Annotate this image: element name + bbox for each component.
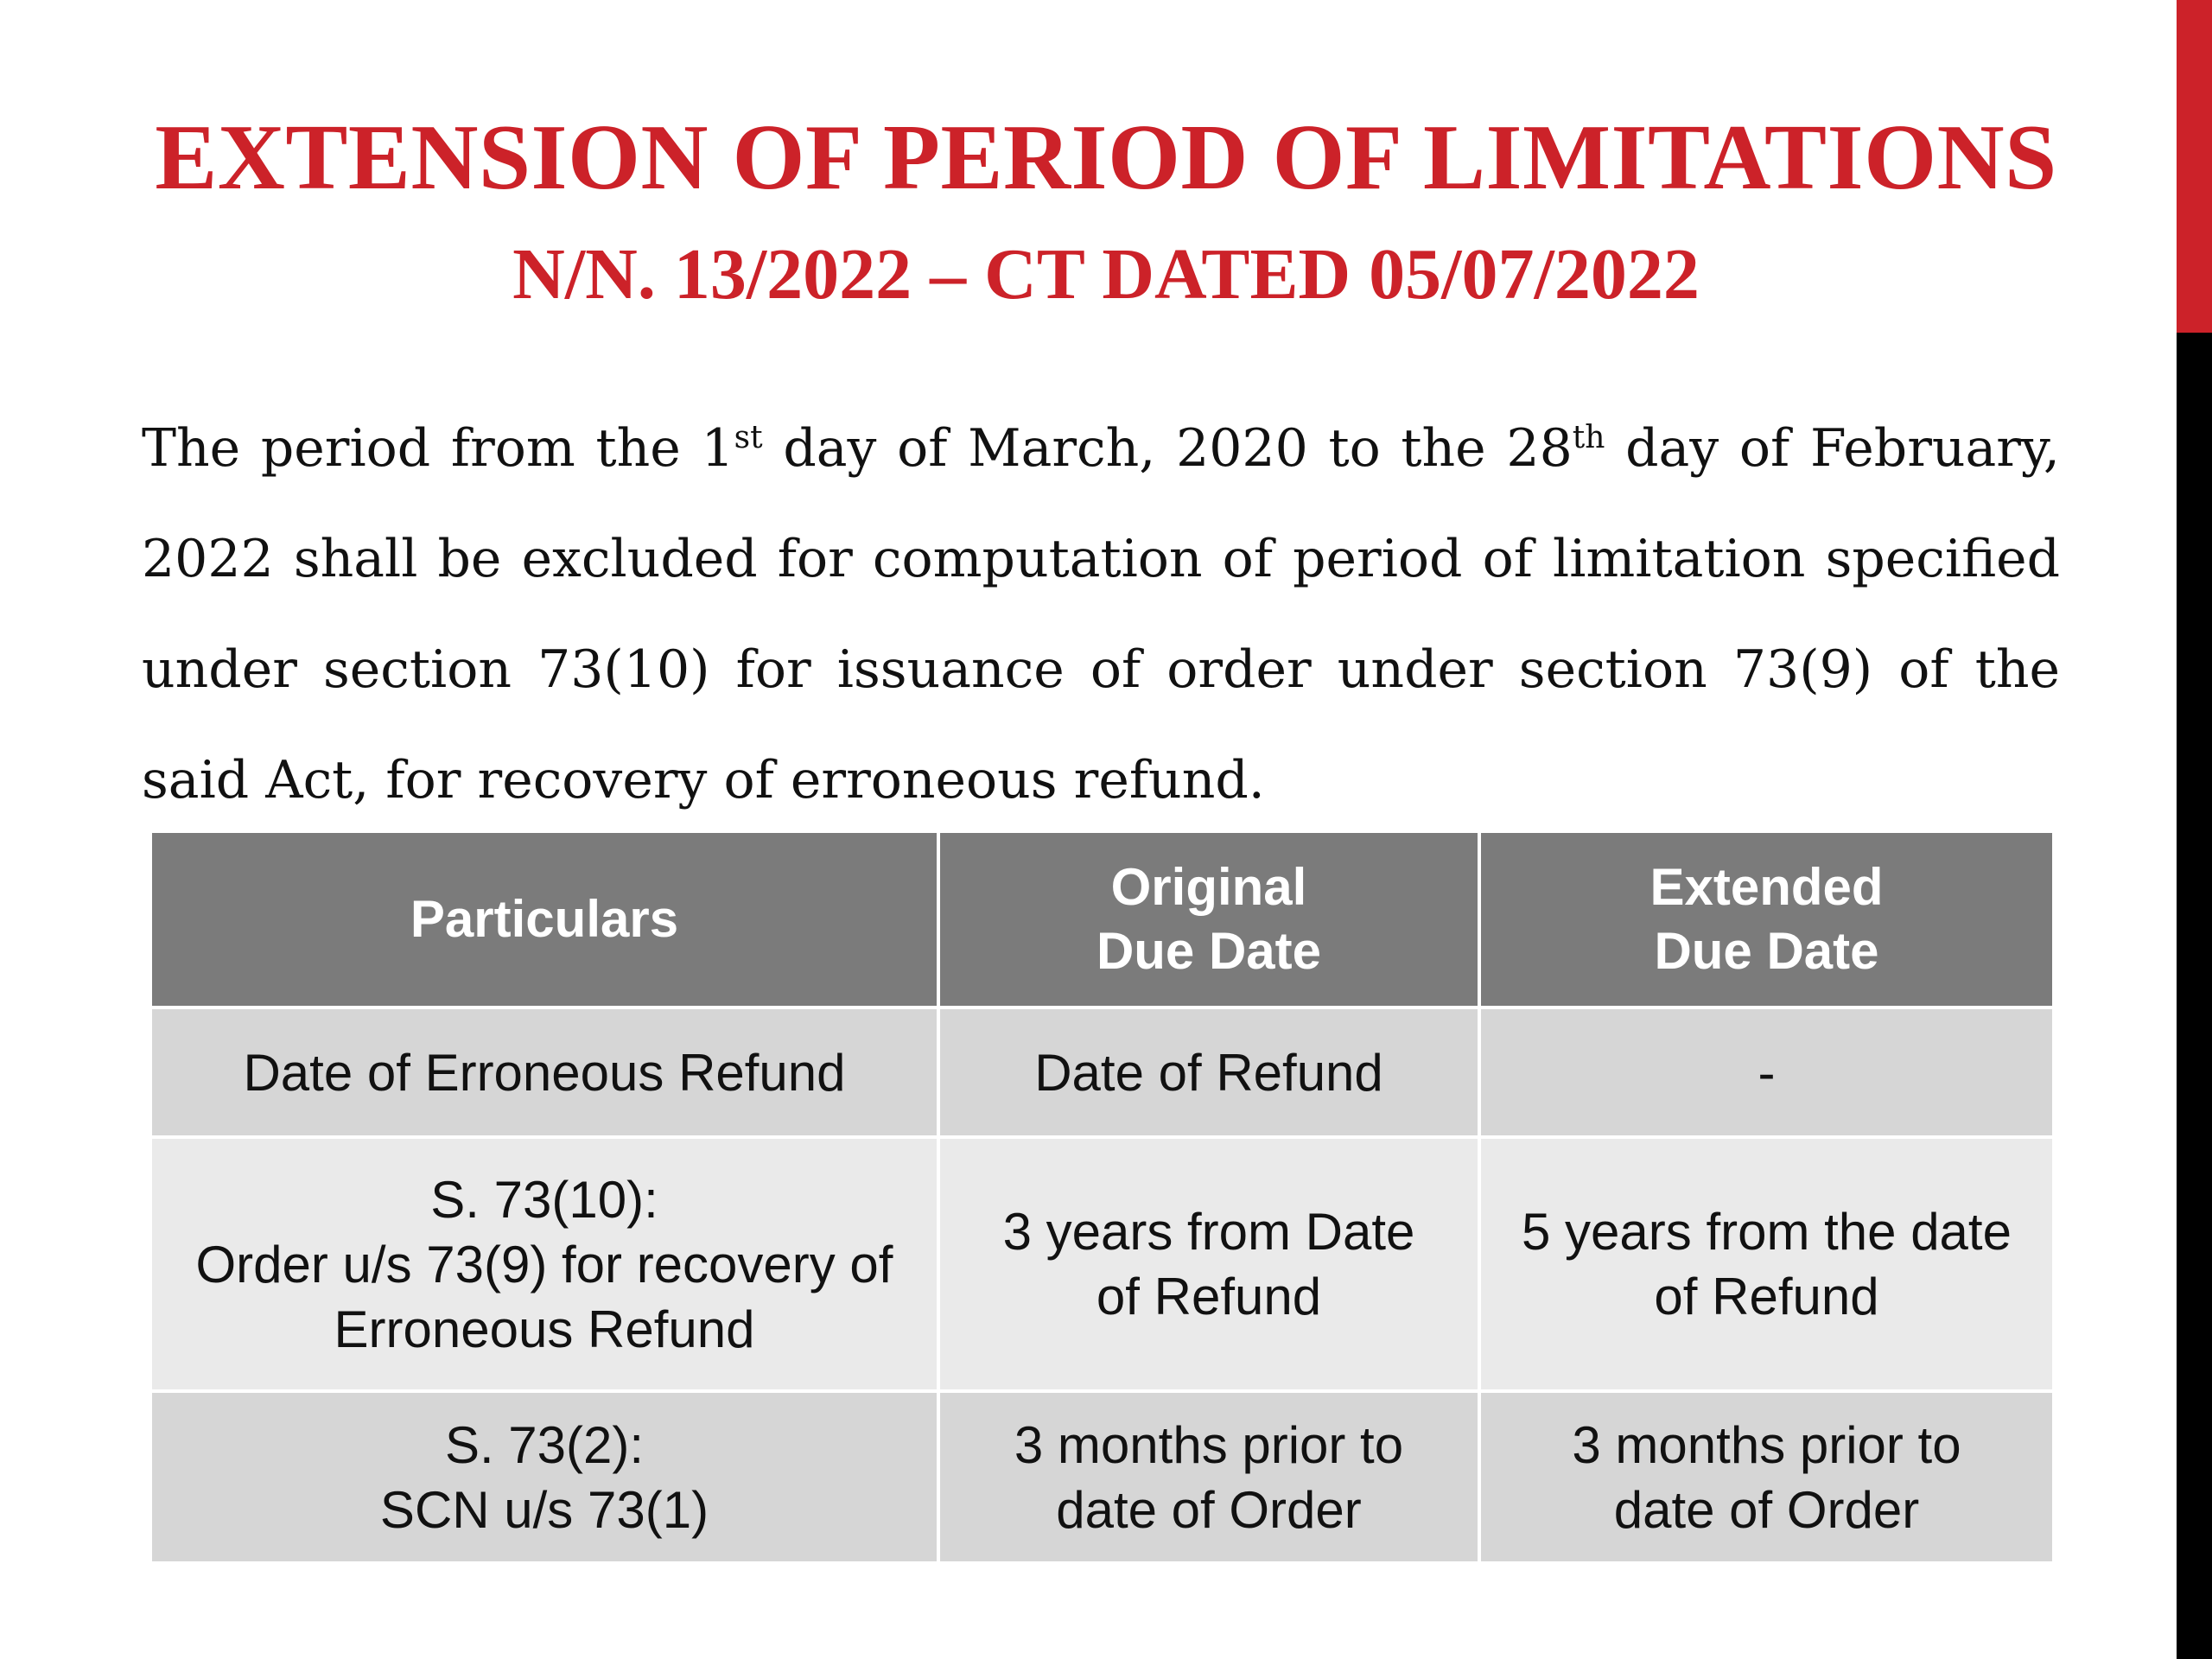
- cell-extended: [1479, 1391, 2054, 1563]
- cell-original: [938, 1137, 1479, 1391]
- cell-particulars: [150, 1391, 938, 1563]
- cell-original: [938, 1391, 1479, 1563]
- slide-title: EXTENSION OF PERIOD OF LIMITATIONS: [155, 106, 2057, 209]
- cell-text: S. 73(10):: [430, 1170, 658, 1229]
- cell-extended: [1479, 1137, 2054, 1391]
- table-row: [150, 1137, 2054, 1391]
- table-row: [150, 1007, 2054, 1137]
- cell-particulars: [150, 1137, 938, 1391]
- cell-extended: [1479, 1007, 2054, 1137]
- header-extended-due-date: [1479, 831, 2054, 1007]
- paragraph-part-2: day of March, 2020 to the 28: [762, 418, 1573, 479]
- cell-text: S. 73(2):: [444, 1415, 645, 1474]
- slide-subtitle: N/N. 13/2022 – CT DATED 05/07/2022: [512, 234, 1700, 315]
- paragraph-part-1: The period from the 1: [142, 418, 734, 479]
- header-extended-line-2: Due Date: [1654, 922, 1879, 980]
- paragraph-part-3: day of February, 2022 shall be excluded for computation of period of limitation specified under section 73(10) for issuance of order under section 73(9) of the said Act, for recovery of erroneous refund.: [142, 418, 2060, 810]
- header-extended-line-1: Extended: [1649, 858, 1884, 916]
- cell-text: of Refund: [1654, 1268, 1879, 1325]
- cell-text: Erroneous Refund: [334, 1300, 755, 1358]
- cell-text: 5 years from the date: [1522, 1203, 2012, 1261]
- table-row: [150, 1391, 2054, 1563]
- cell-particulars: [150, 1007, 938, 1137]
- side-accent-bar-black: [2177, 333, 2212, 1659]
- limitation-table: [149, 830, 2056, 1565]
- header-original-line-1: Original: [1110, 858, 1307, 916]
- cell-text: Date of Erroneous Refund: [243, 1043, 846, 1102]
- ordinal-suffix-1: st: [734, 420, 763, 455]
- cell-text: date of Order: [1056, 1480, 1362, 1539]
- header-particulars-label: Particulars: [410, 890, 679, 948]
- cell-text: date of Order: [1613, 1480, 1920, 1539]
- cell-text: 3 years from Date: [1002, 1203, 1415, 1261]
- header-original-line-2: Due Date: [1096, 922, 1322, 980]
- header-particulars: [150, 831, 938, 1007]
- cell-text: of Refund: [1096, 1268, 1322, 1325]
- cell-text: 3 months prior to: [1572, 1415, 1961, 1474]
- cell-text: Order u/s 73(9) for recovery of: [195, 1235, 893, 1294]
- table-header-row: [150, 831, 2054, 1007]
- cell-text: 3 months prior to: [1014, 1415, 1404, 1474]
- body-paragraph: [142, 393, 2060, 836]
- ordinal-suffix-2: th: [1572, 420, 1605, 455]
- cell-text: -: [1758, 1043, 1776, 1102]
- cell-text: Date of Refund: [1034, 1043, 1383, 1102]
- cell-original: [938, 1007, 1479, 1137]
- cell-text: SCN u/s 73(1): [379, 1480, 709, 1539]
- header-original-due-date: [938, 831, 1479, 1007]
